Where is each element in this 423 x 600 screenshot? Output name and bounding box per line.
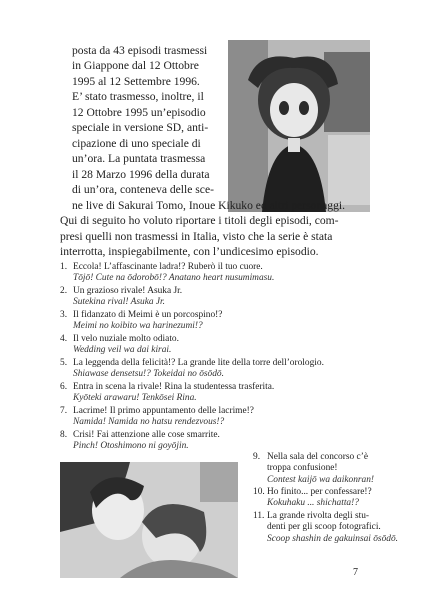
- intro-line: E’ stato trasmesso, inoltre, il: [72, 90, 204, 103]
- episode-title: Nella sala del concorso c’è: [267, 452, 368, 462]
- episode-item: [60, 262, 274, 285]
- episode-jp-title: Pinch! Otoshimono ni goyōjin.: [73, 441, 189, 452]
- intro-line: speciale in versione SD, anti-: [72, 121, 209, 134]
- episode-number: 1.: [60, 262, 68, 272]
- anime-illustration-bottom: [60, 462, 238, 578]
- episode-jp-title: Sutekina rival! Asuka Jr.: [73, 297, 165, 308]
- episode-item: [60, 358, 324, 381]
- episode-number: 5.: [60, 358, 68, 368]
- episode-item: [253, 487, 372, 510]
- episode-item: [60, 382, 274, 405]
- episode-item: [60, 406, 254, 429]
- episode-number: 7.: [60, 406, 68, 416]
- episode-title-continued: troppa confusione!: [267, 463, 338, 474]
- episode-title: Lacrime! Il primo appuntamento delle lacrime!?: [73, 406, 254, 416]
- intro-line: 1995 al 12 Settembre 1996.: [72, 75, 200, 88]
- illustration-graphic: [228, 40, 370, 212]
- episode-number: 4.: [60, 334, 68, 344]
- anime-illustration-top: [228, 40, 370, 212]
- intro-line: presi quelli non trasmessi in Italia, visto che la serie è stata: [60, 230, 333, 243]
- episode-number: 8.: [60, 430, 68, 440]
- illustration-graphic: [60, 462, 238, 578]
- episode-number: 10.: [253, 487, 265, 497]
- episode-item: [60, 310, 222, 333]
- episode-jp-title: Kyōteki arawaru! Tenkōsei Rina.: [73, 393, 197, 404]
- episode-jp-title: Scoop shashin de gakuinsai ōsōdō.: [267, 533, 398, 544]
- episode-jp-title: Wedding veil wa dai kirai.: [73, 345, 172, 356]
- episode-item: [253, 511, 398, 545]
- intro-line: il 28 Marzo 1996 della durata: [72, 168, 210, 181]
- episode-jp-title: Namida! Namida no hatsu rendezvous!?: [73, 417, 225, 428]
- episode-title: Entra in scena la rivale! Rina la studentessa trasferita.: [73, 382, 275, 392]
- intro-line: posta da 43 episodi trasmessi: [72, 44, 208, 57]
- episode-title: Crisi! Fai attenzione alle cose smarrite.: [73, 430, 220, 440]
- episode-number: 3.: [60, 310, 68, 320]
- episode-jp-title: Meimi no koibito wa harinezumi!?: [73, 321, 203, 332]
- intro-line: ne live di Sakurai Tomo, Inoue Kikuko ed altri personaggi.: [72, 199, 345, 212]
- episode-title: Ho finito... per confessare!?: [267, 487, 372, 497]
- episode-number: 2.: [60, 286, 68, 296]
- episode-jp-title: Tōjō! Cute na ōdorobō!? Anatano heart nusumimasu.: [73, 273, 275, 284]
- episode-number: 9.: [253, 452, 261, 462]
- intro-line: Qui di seguito ho voluto riportare i titoli degli episodi, com-: [60, 214, 339, 227]
- episode-title: Il fidanzato di Meimi è un porcospino!?: [73, 310, 223, 320]
- episode-title: La grande rivolta degli stu-: [267, 511, 370, 521]
- page-number: 7: [353, 567, 358, 578]
- intro-line: cipazione di uno speciale di: [72, 137, 201, 150]
- episode-jp-title: Contest kaijō wa daikonran!: [267, 474, 375, 485]
- episode-item: [253, 452, 374, 486]
- episode-title: Il velo nuziale molto odiato.: [73, 334, 179, 344]
- episode-title: Eccola! L’affascinante ladra!? Ruberò il tuo cuore.: [73, 262, 263, 272]
- episode-item: [60, 430, 220, 453]
- episode-item: [60, 286, 182, 309]
- episode-jp-title: Shiawase densetsu!? Tokeidai no ōsōdō.: [73, 369, 224, 380]
- episode-jp-title: Kokuhaku ... shichatta!?: [267, 498, 359, 509]
- episode-item: [60, 334, 179, 357]
- episode-title-continued: denti per gli scoop fotografici.: [267, 522, 381, 533]
- episode-title: Un grazioso rivale! Asuka Jr.: [73, 286, 183, 296]
- intro-line: 12 Ottobre 1995 un’episodio: [72, 106, 206, 119]
- episode-title: La leggenda della felicità!? La grande lite della torre dell’orologio.: [73, 358, 324, 368]
- intro-line: in Giappone dal 12 Ottobre: [72, 59, 199, 72]
- episode-number: 6.: [60, 382, 68, 392]
- episode-number: 11.: [253, 511, 265, 521]
- intro-line: un’ora. La puntata trasmessa: [72, 152, 206, 165]
- intro-line: interrotta, inspiegabilmente, con l’undicesimo episodio.: [60, 245, 319, 258]
- intro-line: di un’ora, conteneva delle sce-: [72, 183, 214, 196]
